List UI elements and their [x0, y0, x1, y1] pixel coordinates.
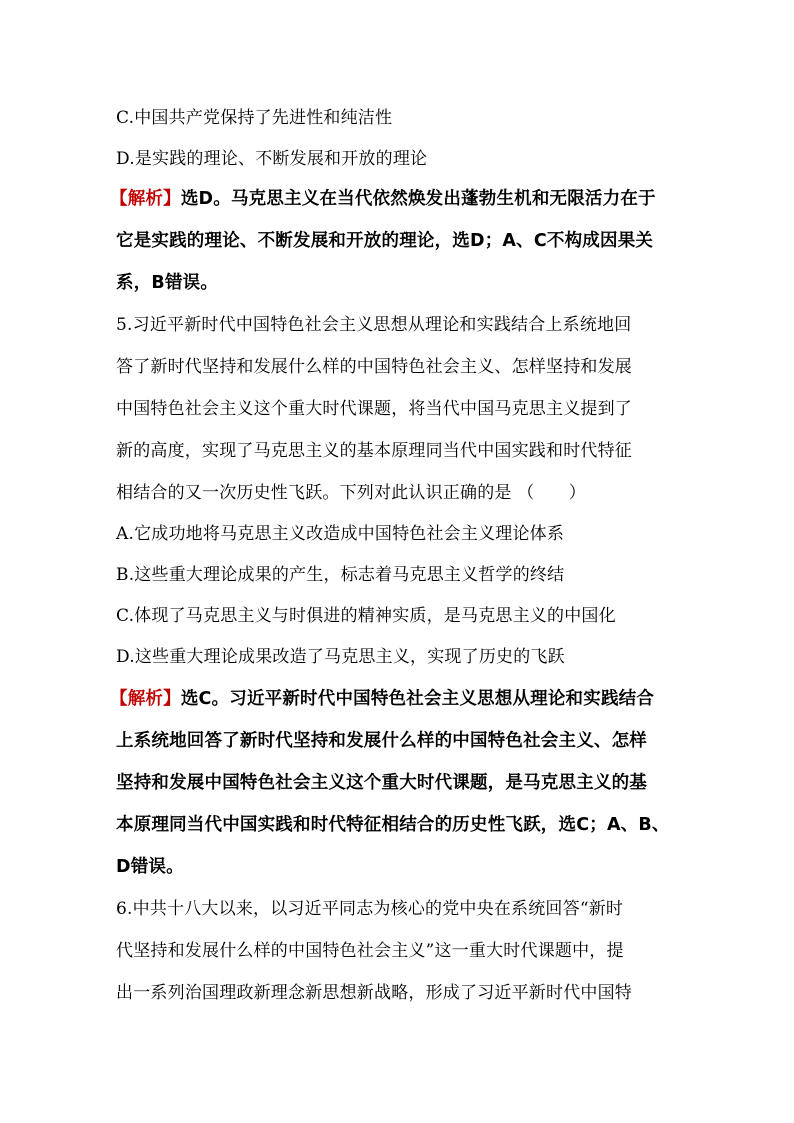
analysis-tag: 【解析】	[110, 689, 181, 709]
analysis-q4-line-1	[110, 187, 680, 211]
question-5-option-d: D.这些重大理论成果改造了马克思主义，实现了历史的飞跃	[116, 647, 565, 667]
question-5-option-b: B.这些重大理论成果的产生，标志着马克思主义哲学的终结	[116, 565, 565, 585]
question-5-line-2: 答了新时代坚持和发展什么样的中国特色社会主义、怎样坚持和发展	[116, 357, 632, 377]
question-5-option-c: C.体现了马克思主义与时俱进的精神实质，是马克思主义的中国化	[116, 606, 616, 626]
analysis-q5-line-5: D错误。	[116, 857, 184, 877]
question-6-line-2: 代坚持和发展什么样的中国特色社会主义”这一重大时代课题中，提	[116, 941, 624, 961]
question-5-line-4: 新的高度，实现了马克思主义的基本原理同当代中国实践和时代特征	[116, 441, 632, 461]
question-5-line-1: 5.习近平新时代中国特色社会主义思想从理论和实践结合上系统地回	[116, 315, 632, 335]
question-6-line-3: 出一系列治国理政新理念新思想新战略，形成了习近平新时代中国特	[116, 983, 632, 1003]
analysis-q5-line-3: 坚持和发展中国特色社会主义这个重大时代课题，是马克思主义的基	[116, 773, 647, 793]
analysis-q4-line-2: 它是实践的理论、不断发展和开放的理论，选D；A、C不构成因果关	[116, 231, 654, 251]
option-d: D.是实践的理论、不断发展和开放的理论	[116, 149, 428, 169]
question-5-option-a: A.它成功地将马克思主义改造成中国特色社会主义理论体系	[116, 524, 565, 544]
analysis-q4-line-3: 系，B错误。	[116, 273, 219, 293]
question-5-line-5: 相结合的又一次历史性飞跃。下列对此认识正确的是 （ ）	[116, 483, 587, 503]
analysis-q5-line-2: 上系统地回答了新时代坚持和发展什么样的中国特色社会主义、怎样	[116, 731, 647, 751]
question-6-line-1: 6.中共十八大以来，以习近平同志为核心的党中央在系统回答“新时	[116, 899, 624, 919]
analysis-tag: 【解析】	[110, 189, 181, 209]
analysis-q5-line-4: 本原理同当代中国实践和时代特征相结合的历史性飞跃，选C；A、B、	[116, 815, 670, 835]
analysis-text: 选D。马克思主义在当代依然焕发出蓬勃生机和无限活力在于	[180, 189, 656, 209]
analysis-text: 选C。习近平新时代中国特色社会主义思想从理论和实践结合	[180, 689, 655, 709]
question-5-line-3: 中国特色社会主义这个重大时代课题，将当代中国马克思主义提到了	[116, 399, 632, 419]
analysis-q5-line-1	[110, 687, 680, 711]
option-c: C.中国共产党保持了先进性和纯洁性	[116, 108, 393, 128]
